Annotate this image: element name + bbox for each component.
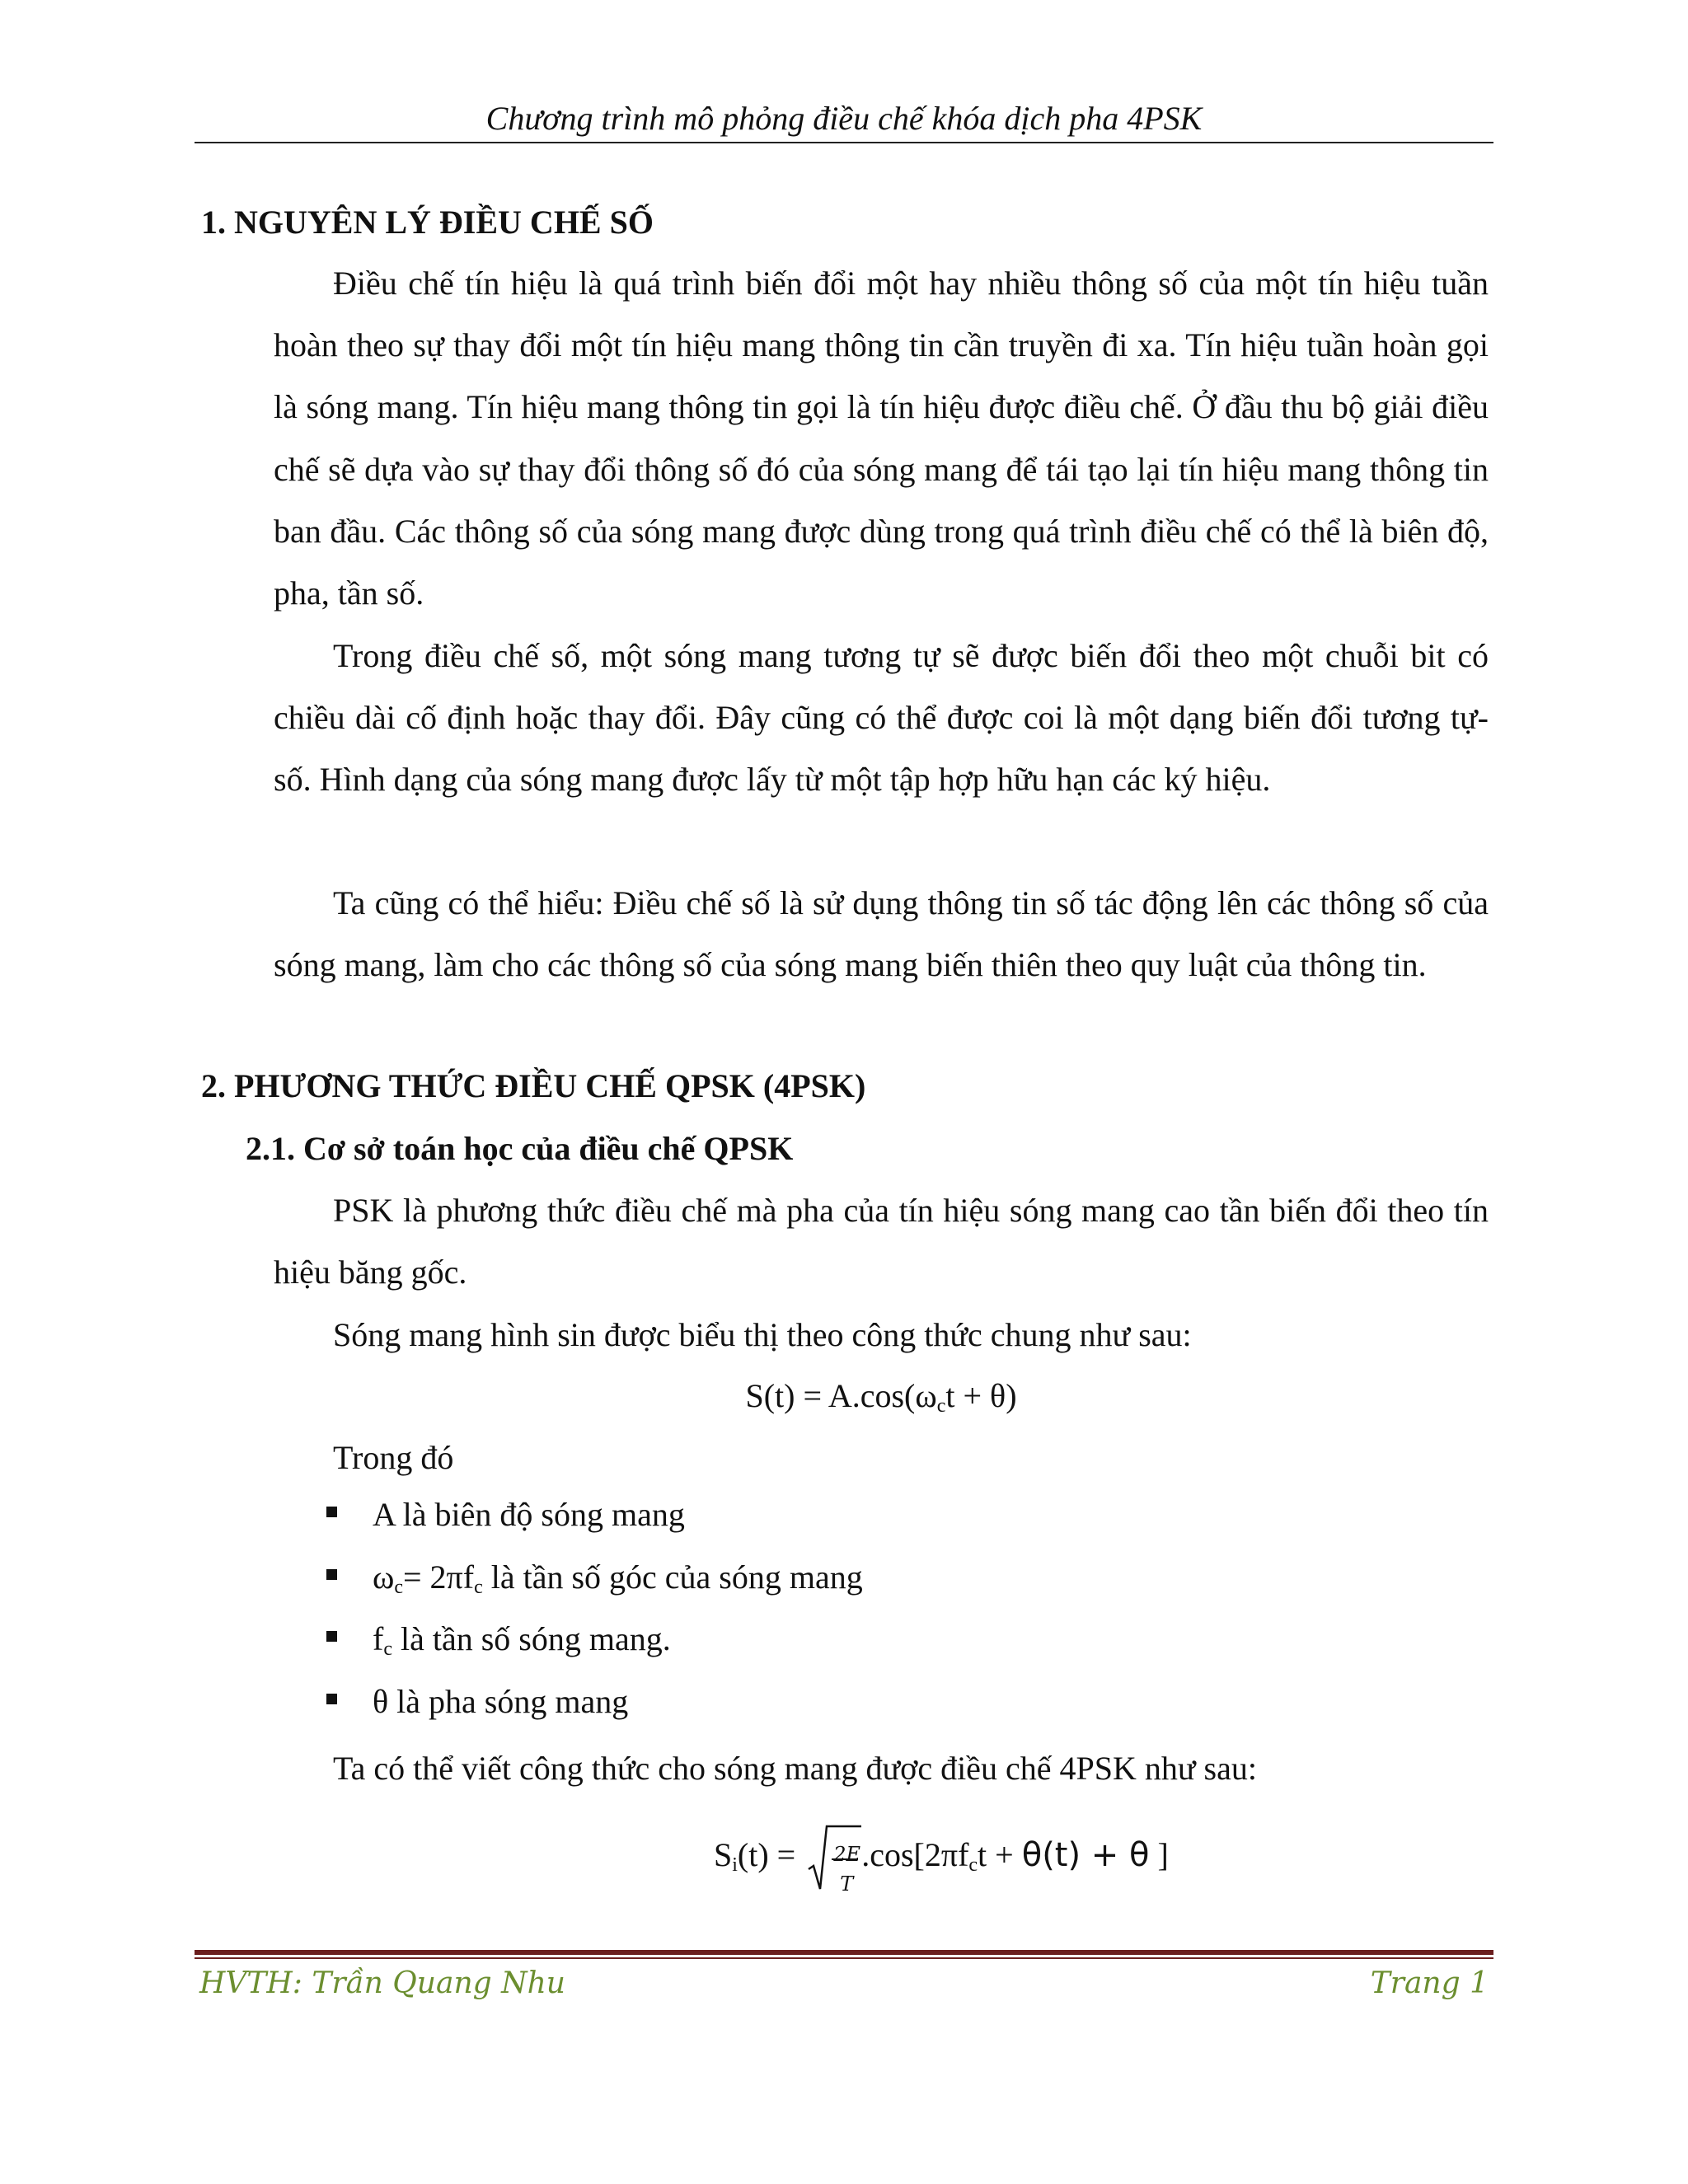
bullet-square-icon bbox=[326, 1569, 337, 1580]
formula-carrier bbox=[274, 1375, 1489, 1418]
section-1-paragraph-3 bbox=[274, 872, 1489, 996]
section-1-paragraph-3-text: Ta cũng có thể hiểu: Điều chế số là sử dụng thông tin số tác động lên các thông số của sóng mang, làm cho các thông số của sóng mang biến thiên theo quy luật của thông tin. bbox=[274, 884, 1489, 984]
bullet-square-icon bbox=[326, 1507, 337, 1517]
section-1-paragraph-1-text: Điều chế tín hiệu là quá trình biến đổi một hay nhiều thông số của một tín hiệu tuần hoàn theo sự thay đổi một tín hiệu mang thông tin cần truyền đi xa. Tín hiệu tuần hoàn gọi là sóng mang. Tín hiệu mang thông tin gọi là tín hiệu được điều chế. Ở đầu thu bộ giải điều chế sẽ dựa vào sự thay đổi thông số đó của sóng mang để tái tạo lại tín hiệu mang thông tin ban đầu. Các thông số của sóng mang được dùng trong quá trình điều chế có thể là biên độ, pha, tần số. bbox=[274, 265, 1489, 612]
formula-4psk-lhs-sub: i bbox=[732, 1854, 738, 1877]
list-item-sub: c bbox=[474, 1576, 483, 1598]
list-item-text: A là biên độ sóng mang bbox=[373, 1496, 685, 1533]
section-1-paragraph-2 bbox=[274, 625, 1489, 811]
footer-rule bbox=[195, 1950, 1493, 1955]
section-2-heading: 2. PHƯƠNG THỨC ĐIỀU CHẾ QPSK (4PSK) bbox=[201, 1067, 866, 1104]
list-item-sub: c bbox=[394, 1576, 403, 1598]
footer-rule-thin bbox=[195, 1957, 1493, 1959]
formula-carrier-post: t + θ) bbox=[945, 1377, 1017, 1414]
header-rule bbox=[195, 142, 1493, 143]
section-2-paragraph-1-text: PSK là phương thức điều chế mà pha của tín hiệu sóng mang cao tần biến đổi theo tín hiệu băng gốc. bbox=[274, 1192, 1489, 1291]
section-2-paragraph-2-text: Sóng mang hình sin được biểu thị theo công thức chung như sau: bbox=[333, 1316, 1192, 1353]
formula-carrier-pre: S(t) = A.cos(ω bbox=[745, 1377, 937, 1414]
page-header: Chương trình mô phỏng điều chế khóa dịch pha 4PSK bbox=[485, 100, 1203, 137]
list-item-text: là tần số góc của sóng mang bbox=[482, 1558, 863, 1596]
bullet-square-icon bbox=[326, 1694, 337, 1704]
list-item-text: f bbox=[373, 1620, 384, 1657]
fraction-denominator: T bbox=[840, 1872, 854, 1896]
footer-author: HVTH: Trần Quang Nhu bbox=[199, 1966, 565, 2000]
formula-4psk-close: ] bbox=[1149, 1836, 1169, 1874]
formula-4psk-cos-sub: c bbox=[968, 1854, 978, 1877]
footer-page-number: Trang 1 bbox=[1370, 1966, 1489, 2000]
subsection-2-1-heading: 2.1. Cơ sở toán học của điều chế QPSK bbox=[246, 1130, 794, 1167]
where-label: Trong đó bbox=[333, 1439, 454, 1476]
list-item-text: = 2πf bbox=[402, 1558, 475, 1596]
list-item-text: là tần số sóng mang. bbox=[392, 1620, 671, 1657]
formula-4psk-lhs: S bbox=[714, 1836, 733, 1874]
formula-4psk bbox=[714, 1823, 1169, 1894]
section-2-paragraph-1 bbox=[274, 1179, 1489, 1303]
formula-4psk-theta: θ(t) + θ bbox=[1021, 1836, 1150, 1875]
formula-4psk-cos: .cos[2πf bbox=[861, 1836, 969, 1874]
list-item-sub: c bbox=[383, 1638, 392, 1660]
section-1-heading: 1. NGUYÊN LÝ ĐIỀU CHẾ SỐ bbox=[201, 204, 654, 241]
list-item bbox=[321, 1493, 863, 1556]
list-item bbox=[321, 1618, 863, 1680]
formula-4psk-eq: (t) = bbox=[737, 1836, 804, 1874]
list-item bbox=[321, 1680, 863, 1743]
section-1-paragraph-2-text: Trong điều chế số, một sóng mang tương tự sẽ được biến đổi theo một chuỗi bit có chiều dài cố định hoặc thay đổi. Đây cũng có thể được coi là một dạng biến đổi tương tự-số. Hình dạng của sóng mang được lấy từ một tập hợp hữu hạn các ký hiệu. bbox=[274, 637, 1489, 799]
list-item-text: θ là pha sóng mang bbox=[373, 1682, 629, 1720]
list-item-text: ω bbox=[373, 1558, 395, 1596]
list-item bbox=[321, 1556, 863, 1619]
fraction-numerator: 2E bbox=[833, 1843, 861, 1866]
section-1-paragraph-1 bbox=[274, 252, 1489, 624]
formula-carrier-sub: c bbox=[936, 1395, 946, 1417]
square-root-icon bbox=[807, 1823, 861, 1894]
section-2-paragraph-3: Ta có thể viết công thức cho sóng mang được điều chế 4PSK như sau: bbox=[333, 1750, 1257, 1787]
formula-4psk-t: t + bbox=[978, 1836, 1022, 1874]
symbol-list bbox=[321, 1493, 863, 1742]
bullet-square-icon bbox=[326, 1631, 337, 1642]
section-2-paragraph-2 bbox=[274, 1304, 1489, 1366]
